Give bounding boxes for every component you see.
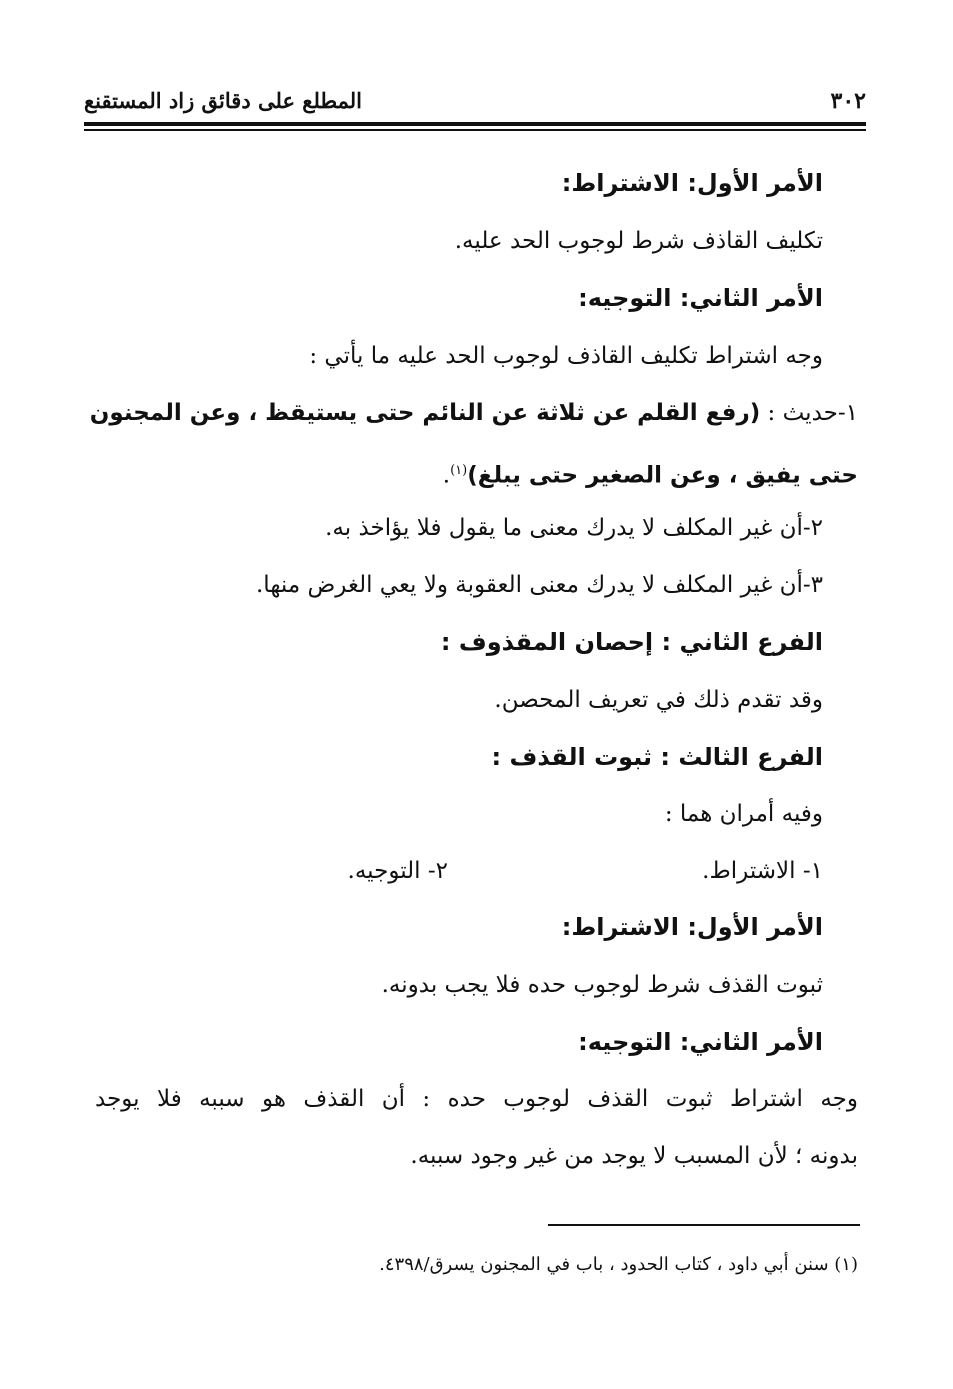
running-title: المطلع على دقائق زاد المستقنع: [84, 88, 363, 113]
heading-branch-two: الفرع الثاني : إحصان المقذوف :: [440, 628, 823, 656]
page-header: [84, 88, 866, 124]
heading-second-matter-justification: الأمر الثاني: التوجيه:: [578, 284, 823, 312]
hadith-text-part-2: حتى يفيق ، وعن الصغير حتى يبلغ): [467, 462, 858, 489]
hadith-end-punctuation: .: [442, 462, 451, 489]
header-rule-thin: [84, 129, 866, 131]
paragraph-branch-two-text: وقد تقدم ذلك في تعريف المحصن.: [494, 687, 823, 713]
hadith-text-part-1: (رفع القلم عن ثلاثة عن النائم حتى يستيقظ ، وعن المجنون: [89, 400, 761, 426]
list-item-justification: ٢- التوجيه.: [347, 858, 448, 884]
paragraph-proof-condition: ثبوت القذف شرط لوجوب حده فلا يجب بدونه.: [381, 972, 823, 998]
footnote-reference: (١): [450, 463, 468, 478]
paragraph-hadith-line-2: [443, 456, 858, 491]
list-item-condition: ١- الاشتراط.: [702, 858, 823, 884]
heading-second-matter-justification-2: الأمر الثاني: التوجيه:: [578, 1028, 823, 1056]
heading-branch-three: الفرع الثالث : ثبوت القذف :: [491, 743, 823, 771]
header-rule-thick: [84, 122, 866, 126]
footnote-1: (١) سنن أبي داود ، كتاب الحدود ، باب في المجنون يسرق/٤٣٩٨.: [379, 1254, 858, 1275]
page-number: ٣٠٢: [830, 88, 866, 114]
heading-first-matter-condition: الأمر الأول: الاشتراط:: [561, 169, 823, 197]
paragraph-justification-intro: وجه اشتراط تكليف القاذف لوجوب الحد عليه ما يأتي :: [309, 343, 823, 369]
paragraph-hadith-line-1: [89, 398, 858, 428]
footnote-separator: [548, 1224, 860, 1226]
paragraph-point-2: ٢-أن غير المكلف لا يدرك معنى ما يقول فلا يؤاخذ به.: [325, 515, 823, 541]
paragraph-proof-justification-line-1: وجه اشتراط ثبوت القذف لوجوب حده : أن القذف هو سببه فلا يوجد: [95, 1086, 858, 1112]
paragraph-condition-text: تكليف القاذف شرط لوجوب الحد عليه.: [454, 228, 823, 254]
paragraph-proof-justification-line-2: بدونه ؛ لأن المسبب لا يوجد من غير وجود سببه.: [410, 1143, 858, 1169]
paragraph-two-matters: وفيه أمران هما :: [664, 801, 823, 827]
heading-first-matter-condition-2: الأمر الأول: الاشتراط:: [561, 913, 823, 941]
hadith-prefix: ١-حديث :: [767, 400, 858, 426]
paragraph-point-3: ٣-أن غير المكلف لا يدرك معنى العقوبة ولا يعي الغرض منها.: [256, 572, 823, 598]
